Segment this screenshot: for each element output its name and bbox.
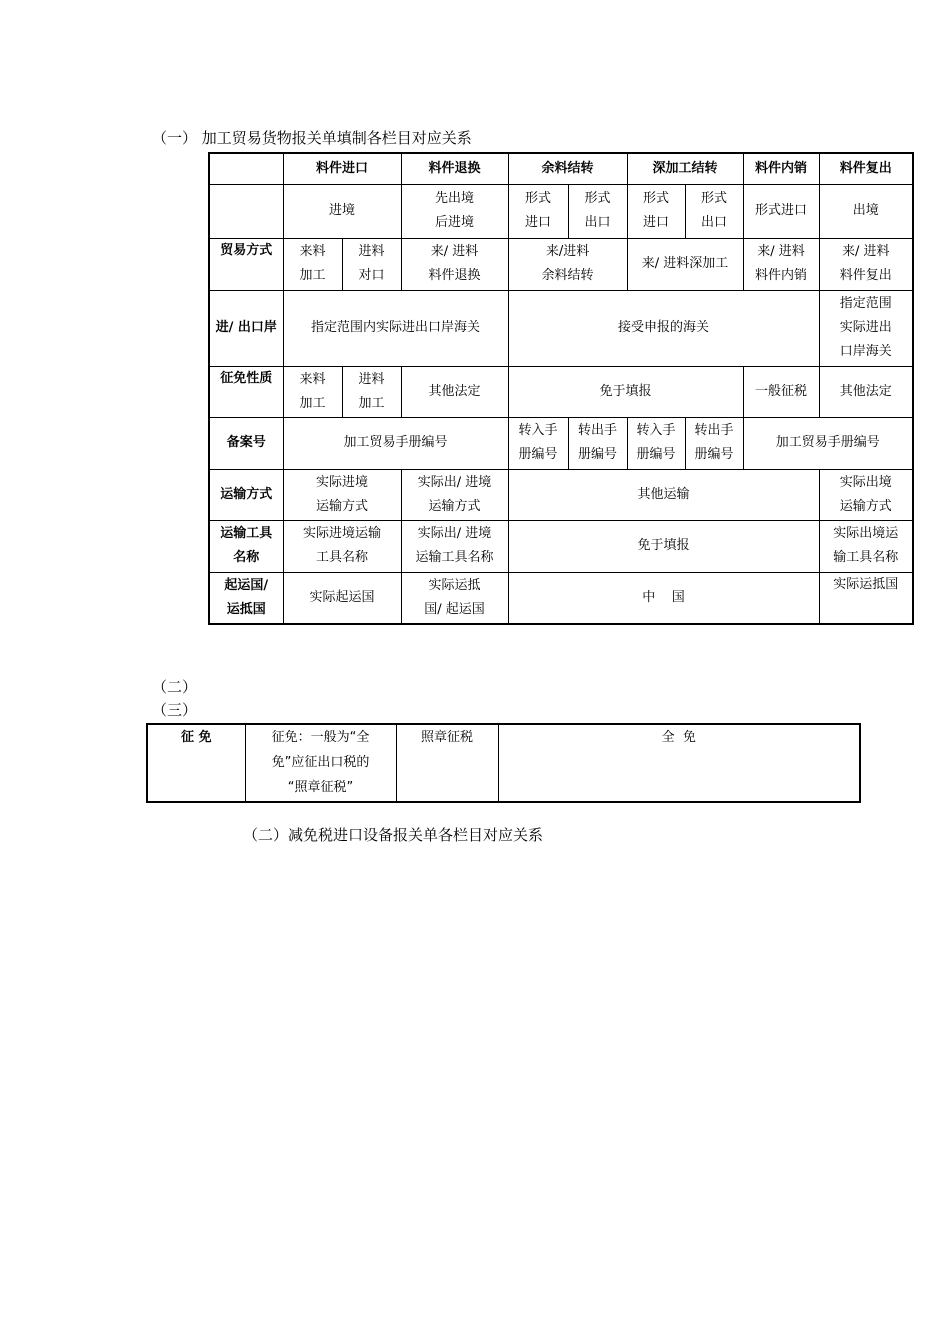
trade-mode-cell: 来∕ 进料 料件复出 [819, 238, 913, 290]
header-liaojian-fuchu: 料件复出 [819, 153, 913, 184]
port-cell: 指定范围内实际进出口岸海关 [283, 290, 508, 366]
section-title-duty-reduction: （二）减免税进口设备报关单各栏目对应关系 [243, 826, 544, 844]
transport-mode-row [209, 469, 913, 520]
direction-shen-out: 形式 出口 [685, 184, 743, 238]
record-number-cell: 转出手 册编号 [568, 417, 627, 469]
trade-mode-cell: 来∕ 进料深加工 [627, 238, 743, 290]
levy-nature-cell: 一般征税 [743, 366, 819, 417]
transport-mode-cell: 其他运输 [508, 469, 819, 520]
transport-mode-cell: 实际进境 运输方式 [283, 469, 401, 520]
row-label-transport-mode: 运输方式 [209, 469, 283, 520]
record-number-row [209, 417, 913, 469]
section-marker-three: （三） [152, 701, 198, 719]
vehicle-name-cell: 实际出境运 输工具名称 [819, 520, 913, 572]
vehicle-name-cell: 免于填报 [508, 520, 819, 572]
vehicle-name-cell: 实际出∕ 进境 运输工具名称 [401, 520, 508, 572]
levy-nature-row [209, 366, 913, 417]
levy-nature-cell: 来料 加工 [283, 366, 342, 417]
country-cell: 实际起运国 [283, 572, 401, 624]
levy-nature-cell: 其他法定 [819, 366, 913, 417]
trade-mode-row [209, 238, 913, 290]
trade-mode-cell: 进料 对口 [342, 238, 401, 290]
corner-cell [209, 153, 283, 184]
country-row [209, 572, 913, 624]
header-liaojian-jinkou: 料件进口 [283, 153, 401, 184]
row-label-levy-nature: 征免性质 [209, 366, 283, 417]
row-label-port: 进∕ 出口岸 [209, 290, 283, 366]
trade-mode-cell: 来∕ 进料 料件内销 [743, 238, 819, 290]
port-cell: 指定范围 实际进出 口岸海关 [819, 290, 913, 366]
direction-liaojian-tuihuan: 先出境 后进境 [401, 184, 508, 238]
row-label-country: 起运国∕ 运抵国 [209, 572, 283, 624]
section-title-processing-trade: （一） 加工贸易货物报关单填制各栏目对应关系 [152, 129, 472, 147]
row-label-trade-mode: 贸易方式 [209, 238, 283, 290]
levy-exemption-label: 征 免 [147, 724, 245, 802]
levy-exemption-cell: 照章征税 [396, 724, 498, 802]
country-cell: 实际运抵国 [819, 572, 913, 624]
section-marker-two: （二） [152, 678, 198, 696]
transport-mode-cell: 实际出境 运输方式 [819, 469, 913, 520]
direction-fuchu: 出境 [819, 184, 913, 238]
header-shenjiagong-jiezhuan: 深加工结转 [627, 153, 743, 184]
levy-exemption-cell: 全 免 [498, 724, 860, 802]
trade-mode-cell: 来∕ 进料 料件退换 [401, 238, 508, 290]
country-cell: 实际运抵 国∕ 起运国 [401, 572, 508, 624]
country-cell: 中 国 [508, 572, 819, 624]
levy-exemption-table [146, 723, 861, 803]
header-liaojian-tuihuan: 料件退换 [401, 153, 508, 184]
levy-exemption-note: 征免：一般为“全 免”应征出口税的 “照章征税” [245, 724, 396, 802]
record-number-cell: 加工贸易手册编号 [743, 417, 913, 469]
row-label-vehicle-name: 运输工具 名称 [209, 520, 283, 572]
levy-exemption-row [147, 724, 860, 802]
row-label-record-number: 备案号 [209, 417, 283, 469]
levy-nature-cell: 免于填报 [508, 366, 743, 417]
vehicle-name-row [209, 520, 913, 572]
levy-nature-cell: 进料 加工 [342, 366, 401, 417]
table-header-row [209, 153, 913, 184]
vehicle-name-cell: 实际进境运输 工具名称 [283, 520, 401, 572]
direction-neixiao: 形式进口 [743, 184, 819, 238]
trade-mode-cell: 来料 加工 [283, 238, 342, 290]
trade-mode-cell: 来/进料 余料结转 [508, 238, 627, 290]
record-number-cell: 加工贸易手册编号 [283, 417, 508, 469]
record-number-cell: 转入手 册编号 [508, 417, 568, 469]
record-number-cell: 转出手 册编号 [685, 417, 743, 469]
direction-row [209, 184, 913, 238]
direction-shen-in: 形式 进口 [627, 184, 685, 238]
record-number-cell: 转入手 册编号 [627, 417, 685, 469]
processing-trade-table [208, 152, 914, 625]
transport-mode-cell: 实际出∕ 进境 运输方式 [401, 469, 508, 520]
port-row [209, 290, 913, 366]
direction-yuliao-in: 形式 进口 [508, 184, 568, 238]
direction-liaojian-jinkou: 进境 [283, 184, 401, 238]
direction-yuliao-out: 形式 出口 [568, 184, 627, 238]
header-liaojian-neixiao: 料件内销 [743, 153, 819, 184]
levy-nature-cell: 其他法定 [401, 366, 508, 417]
header-yuliao-jiezhuan: 余料结转 [508, 153, 627, 184]
direction-label-cell [209, 184, 283, 238]
port-cell: 接受申报的海关 [508, 290, 819, 366]
